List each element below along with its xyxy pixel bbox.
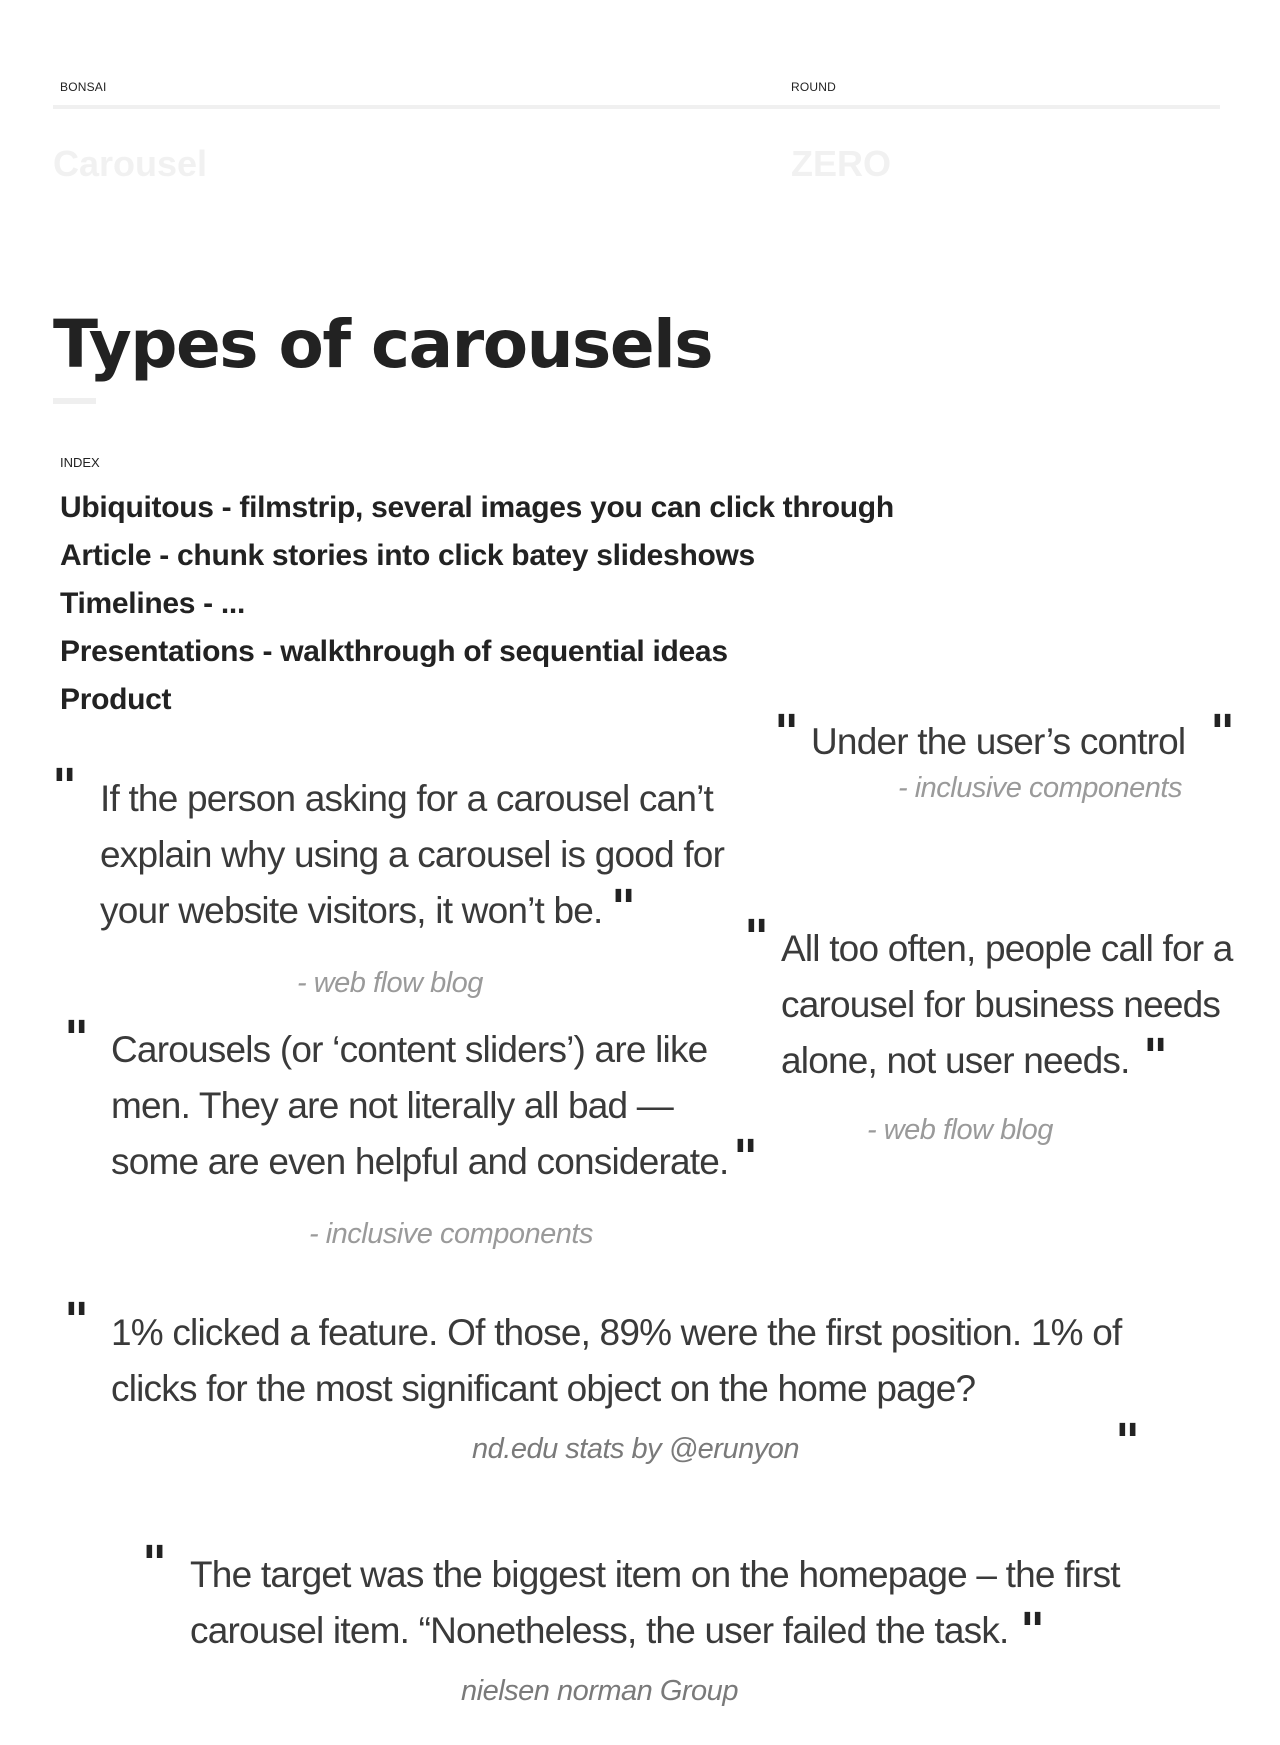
quote-source-sliders: - inclusive components [309,1218,593,1250]
ghost-title-carousel: Carousel [53,143,208,184]
quote-line: explain why using a carousel is good for [100,834,725,875]
quote-line: men. They are not literally all bad — [111,1085,674,1126]
quote-open-mark: " [744,910,770,966]
quote-line: The target was the biggest item on the homepage – the first [190,1554,1120,1595]
quote-line: All too often, people call for a [781,928,1233,969]
title-underline [53,398,96,404]
quote-open-mark: " [64,1011,90,1067]
quote-line: clicks for the most significant object on the home page? [111,1368,976,1409]
index-list [60,484,894,724]
quote-line: alone, not user needs. [781,1040,1130,1081]
index-item-presentations: Presentations - walkthrough of sequential ideas [60,635,728,668]
quote-line: 1% clicked a feature. Of those, 89% were the first position. 1% of [111,1312,1122,1353]
index-item-ubiquitous: Ubiquitous - filmstrip, several images you can click through [60,491,894,524]
index-item-product: Product [60,683,172,716]
quote-close-mark: " [1143,1029,1169,1085]
quote-line: carousel for business needs [781,984,1221,1025]
quote-close-mark: " [611,880,637,936]
quote-open-mark: " [64,1293,90,1349]
quote-text-control: Under the user’s control [811,721,1186,762]
quote-source-control: - inclusive components [898,772,1182,804]
quote-close-mark: " [1210,705,1236,761]
quote-source-explain: - web flow blog [297,967,483,999]
quote-text-stats [111,1305,1121,1417]
index-label: INDEX [60,455,100,470]
quote-source-stats: nd.edu stats by @erunyon [472,1433,799,1465]
page-title: Types of carousels [53,306,713,383]
quote-open-mark: " [774,705,800,761]
quote-open-mark: " [52,759,78,815]
quote-line: your website visitors, it won’t be. [100,890,603,931]
quote-open-mark: " [142,1536,168,1592]
quote-source-business: - web flow blog [867,1114,1053,1146]
quote-line: If the person asking for a carousel can’t [100,778,714,819]
quote-source-target: nielsen norman Group [461,1675,738,1707]
header-round-label: ROUND [791,80,836,94]
quote-text-sliders [111,1022,729,1190]
header-divider [53,105,1220,109]
quote-close-mark: " [733,1130,759,1186]
quote-line: Carousels (or ‘content sliders’) are like [111,1029,708,1070]
quote-line: some are even helpful and considerate. [111,1141,729,1182]
index-item-article: Article - chunk stories into click batey slideshows [60,539,755,572]
quote-close-mark: " [1115,1414,1141,1470]
quote-text-target [190,1547,1120,1659]
ghost-title-zero: ZERO [791,143,892,184]
index-item-timelines: Timelines - ... [60,587,246,620]
quote-close-mark: " [1020,1603,1046,1659]
header-brand-label: BONSAI [60,80,107,94]
quote-line: carousel item. “Nonetheless, the user failed the task. [190,1610,1009,1651]
